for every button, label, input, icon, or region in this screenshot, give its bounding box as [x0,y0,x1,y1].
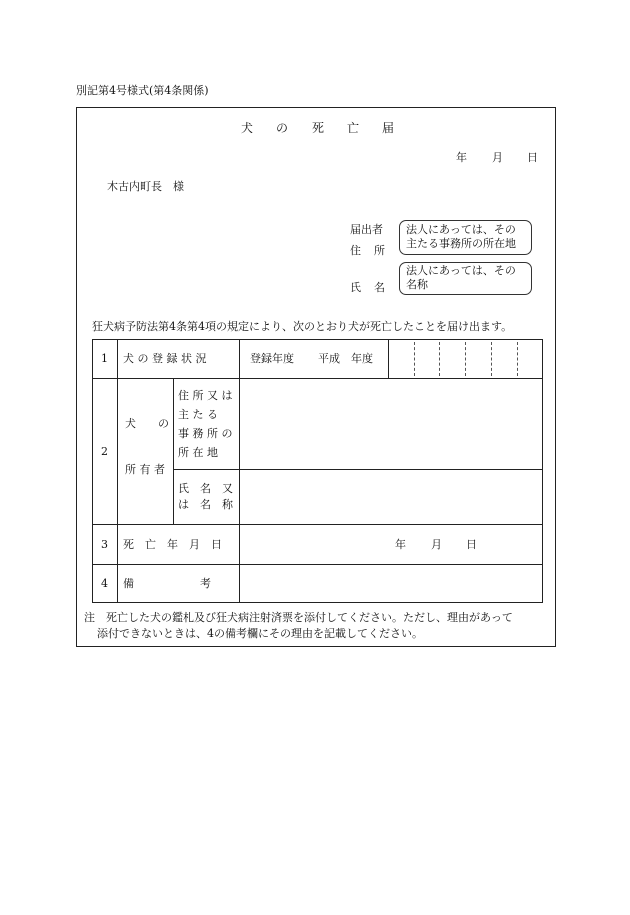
owner-name-label-2: は 名 称 [178,498,233,511]
col-divider-era [388,340,389,378]
col-divider-owner [173,378,174,524]
row3-number: 3 [101,538,108,551]
row-divider-1 [93,378,542,379]
registration-era-label: 平成 年度 [318,352,373,365]
row1-label: 犬 の 登 録 状 況 [123,352,207,365]
address-label-2: 所 [374,244,385,257]
row4-number: 4 [101,577,108,590]
title-char-3: 死 [312,121,325,135]
name-label-1: 氏 [350,281,361,294]
owner-name-label-1: 氏 名 又 [178,482,233,495]
date-year-label: 年 [456,151,467,164]
name-note-line1: 法人にあっては、その [406,264,516,277]
death-day-label: 日 [466,538,477,551]
reg-number-cell-divider [491,342,492,376]
row1-number: 1 [101,352,108,365]
reg-number-cell-divider [414,342,415,376]
address-label-1: 住 [350,244,361,257]
col-divider-label [239,340,240,602]
date-month-label: 月 [492,151,503,164]
registration-year-label: 登録年度 [250,352,294,365]
notifier-label: 届出者 [350,223,383,236]
row4-label: 備 考 [123,577,211,590]
statement: 狂犬病予防法第4条第4項の規定により、次のとおり犬が死亡したことを届け出ます。 [92,320,513,333]
owner-address-label-1: 住 所 又 は [178,389,233,402]
title-char-4: 亡 [347,121,360,135]
row-divider-2 [93,524,542,525]
form-number-label: 別記第4号様式(第4条関係) [76,84,209,97]
name-label-2: 名 [374,281,385,294]
reg-number-cell-divider [439,342,440,376]
owner-address-label-3: 事 務 所 の [178,427,233,440]
row-divider-3 [93,564,542,565]
title-char-5: 届 [382,121,395,135]
row3-label: 死 亡 年 月 日 [123,538,222,551]
note-line-2: 添付できないときは、4の備考欄にその理由を記載してください。 [97,627,423,640]
address-note-line1: 法人にあっては、その [406,223,516,236]
owner-address-label-4: 所 在 地 [178,446,218,459]
owner-label-bottom: 所 有 者 [125,463,165,476]
owner-label-top: 犬 の [125,417,169,430]
reg-number-cell-divider [517,342,518,376]
note-line-1: 注 死亡した犬の鑑札及び狂犬病注射済票を添付してください。ただし、理由があって [84,611,513,624]
address-note-line2: 主たる事務所の所在地 [406,237,516,250]
death-month-label: 月 [431,538,442,551]
row-divider-2a [173,469,542,470]
row2-number: 2 [101,445,108,458]
name-note-line2: 名称 [406,278,428,291]
title-char-1: 犬 [241,121,254,135]
reg-number-cell-divider [465,342,466,376]
death-year-label: 年 [395,538,406,551]
date-day-label: 日 [527,151,538,164]
owner-address-label-2: 主 た る [178,408,218,421]
title-char-2: の [276,121,289,135]
addressee: 木古内町長 様 [107,180,184,193]
col-divider-number [117,340,118,602]
